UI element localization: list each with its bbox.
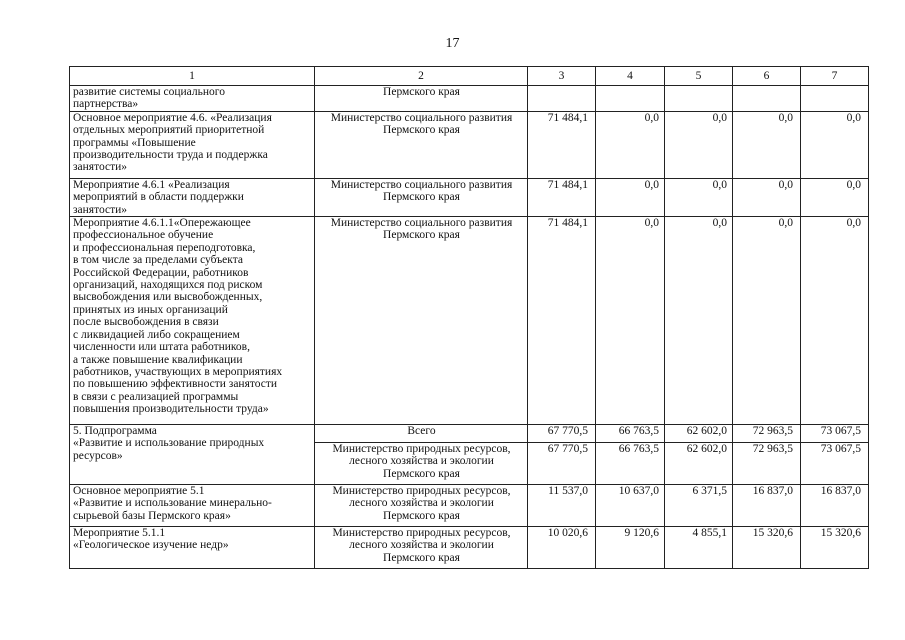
executor-cell bbox=[315, 485, 528, 527]
executor-line: Министерство социального развития bbox=[330, 217, 513, 230]
amount-cell-col7 bbox=[801, 86, 869, 112]
amount-cell-col3: 67 770,5 bbox=[528, 443, 596, 485]
activity-name-line: профессиональное обучение bbox=[73, 229, 214, 242]
amount-cell-col3: 67 770,5 bbox=[528, 425, 596, 443]
executor-line: Пермского края bbox=[383, 229, 460, 242]
executor-cell bbox=[315, 111, 528, 178]
amount-cell-col5: 0,0 bbox=[665, 217, 733, 425]
amount-cell-col3: 71 484,1 bbox=[528, 217, 596, 425]
table-row bbox=[70, 485, 869, 527]
header-cell: 4 bbox=[596, 67, 665, 86]
amount-cell-col4: 0,0 bbox=[596, 178, 665, 216]
page-number: 17 bbox=[445, 36, 460, 51]
activity-name-cell bbox=[70, 217, 315, 425]
executor-line: Пермского края bbox=[383, 124, 460, 137]
activity-name-line: Основное мероприятие 5.1 bbox=[73, 485, 205, 498]
executor-cell bbox=[315, 217, 528, 425]
header-cell: 6 bbox=[733, 67, 801, 86]
activity-name-line: Основное мероприятие 4.6. «Реализация bbox=[73, 111, 272, 124]
amount-cell-col7: 15 320,6 bbox=[801, 527, 869, 569]
activity-name-line: мероприятий в области поддержки bbox=[73, 191, 244, 204]
executor-cell bbox=[315, 527, 528, 569]
amount-cell-col7: 16 837,0 bbox=[801, 485, 869, 527]
activity-name-line: занятости» bbox=[73, 203, 128, 216]
executor-line: Пермского края bbox=[383, 191, 460, 204]
activity-name-line: в том числе за пределами субъекта bbox=[73, 254, 243, 267]
executor-line: Пермского края bbox=[383, 86, 460, 98]
activity-name-line: организаций, находящихся под риском bbox=[73, 279, 263, 292]
activity-name-line: развитие системы социального bbox=[73, 86, 225, 98]
amount-cell-col4 bbox=[596, 86, 665, 112]
amount-cell-col3: 71 484,1 bbox=[528, 178, 596, 216]
amount-cell-col5: 0,0 bbox=[665, 178, 733, 216]
amount-cell-col4: 66 763,5 bbox=[596, 443, 665, 485]
activity-name-cell bbox=[70, 111, 315, 178]
activity-name-line: «Развитие и использование минерально- bbox=[73, 497, 272, 510]
activity-name-line: и профессиональная переподготовка, bbox=[73, 241, 256, 254]
executor-cell bbox=[315, 86, 528, 112]
activity-name-line: в связи с реализацией программы bbox=[73, 390, 239, 403]
amount-cell-col4: 0,0 bbox=[596, 217, 665, 425]
amount-cell-col5: 62 602,0 bbox=[665, 425, 733, 443]
executor-line: Пермского края bbox=[383, 551, 460, 564]
activity-name-cell bbox=[70, 425, 315, 485]
amount-cell-col5: 6 371,5 bbox=[665, 485, 733, 527]
amount-cell-col4: 0,0 bbox=[596, 111, 665, 178]
amount-cell-col6: 0,0 bbox=[733, 111, 801, 178]
activity-name-cell bbox=[70, 86, 315, 112]
executor-cell bbox=[315, 178, 528, 216]
amount-cell-col6: 72 963,5 bbox=[733, 425, 801, 443]
activity-name-line: работников, участвующих в мероприятиях bbox=[73, 365, 283, 378]
activity-name-line: «Развитие и использование природных bbox=[73, 437, 265, 450]
amount-cell-col6: 15 320,6 bbox=[733, 527, 801, 569]
amount-cell-col7: 0,0 bbox=[801, 111, 869, 178]
table-row bbox=[70, 86, 869, 112]
header-cell: 5 bbox=[665, 67, 733, 86]
executor-line: Пермского края bbox=[383, 467, 460, 480]
activity-name-line: занятости» bbox=[73, 161, 128, 174]
table-row bbox=[70, 425, 869, 443]
activity-name-line: «Геологическое изучение недр» bbox=[73, 539, 229, 552]
amount-cell-col7: 0,0 bbox=[801, 217, 869, 425]
activity-name-line: повышения производительности труда» bbox=[73, 403, 269, 416]
activity-name-line: по повышению эффективности занятости bbox=[73, 378, 278, 391]
amount-cell-col7: 73 067,5 bbox=[801, 425, 869, 443]
activity-name-line: с ликвидацией либо сокращением bbox=[73, 328, 240, 341]
amount-cell-col7: 73 067,5 bbox=[801, 443, 869, 485]
table-row bbox=[70, 111, 869, 178]
amount-cell-col3 bbox=[528, 86, 596, 112]
activity-name-line: программы «Повышение bbox=[73, 136, 196, 149]
activity-name-line: отдельных мероприятий приоритетной bbox=[73, 124, 265, 137]
table-row bbox=[70, 217, 869, 425]
executor-line: лесного хозяйства и экологии bbox=[349, 539, 494, 552]
table-row bbox=[70, 527, 869, 569]
activity-name-line: производительности труда и поддержка bbox=[73, 149, 268, 162]
executor-line: лесного хозяйства и экологии bbox=[349, 455, 494, 468]
executor-line: Министерство природных ресурсов, bbox=[332, 443, 511, 456]
executor-line: лесного хозяйства и экологии bbox=[349, 497, 494, 510]
activity-name-line: численности или штата работников, bbox=[73, 341, 250, 354]
executor-line: Министерство природных ресурсов, bbox=[332, 527, 511, 540]
amount-cell-col4: 9 120,6 bbox=[596, 527, 665, 569]
amount-cell-col4: 10 637,0 bbox=[596, 485, 665, 527]
amount-cell-col7: 0,0 bbox=[801, 178, 869, 216]
amount-cell-col4: 66 763,5 bbox=[596, 425, 665, 443]
amount-cell-col3: 11 537,0 bbox=[528, 485, 596, 527]
activity-name-line: Мероприятие 5.1.1 bbox=[73, 527, 166, 540]
amount-cell-col6 bbox=[733, 86, 801, 112]
amount-cell-col6: 16 837,0 bbox=[733, 485, 801, 527]
amount-cell-col6: 0,0 bbox=[733, 178, 801, 216]
executor-cell bbox=[315, 425, 528, 443]
activity-name-line: высвобождения или высвобожденных, bbox=[73, 291, 263, 304]
executor-cell bbox=[315, 443, 528, 485]
executor-line: Всего bbox=[407, 425, 436, 438]
header-cell: 3 bbox=[528, 67, 596, 86]
table-row bbox=[70, 178, 869, 216]
activity-name-line: принятых из иных организаций bbox=[73, 303, 228, 316]
activity-name-cell bbox=[70, 485, 315, 527]
activity-name-line: Российской Федерации, работников bbox=[73, 266, 249, 279]
executor-line: Министерство социального развития bbox=[330, 178, 513, 191]
activity-name-line: Мероприятие 4.6.1 «Реализация bbox=[73, 178, 230, 191]
activity-name-cell bbox=[70, 527, 315, 569]
amount-cell-col5: 62 602,0 bbox=[665, 443, 733, 485]
executor-line: Пермского края bbox=[383, 509, 460, 522]
amount-cell-col3: 10 020,6 bbox=[528, 527, 596, 569]
activity-name-line: сырьевой базы Пермского края» bbox=[73, 509, 231, 522]
activity-name-cell bbox=[70, 178, 315, 216]
budget-table bbox=[69, 66, 869, 569]
activity-name-line: после высвобождения в связи bbox=[73, 316, 219, 329]
amount-cell-col3: 71 484,1 bbox=[528, 111, 596, 178]
activity-name-line: 5. Подпрограмма bbox=[73, 425, 157, 438]
executor-line: Министерство социального развития bbox=[330, 111, 513, 124]
header-cell: 7 bbox=[801, 67, 869, 86]
amount-cell-col5 bbox=[665, 86, 733, 112]
amount-cell-col5: 0,0 bbox=[665, 111, 733, 178]
activity-name-line: а также повышение квалификации bbox=[73, 353, 243, 366]
activity-name-line: Мероприятие 4.6.1.1«Опережающее bbox=[73, 217, 251, 230]
amount-cell-col5: 4 855,1 bbox=[665, 527, 733, 569]
header-cell: 2 bbox=[315, 67, 528, 86]
amount-cell-col6: 0,0 bbox=[733, 217, 801, 425]
executor-line: Министерство природных ресурсов, bbox=[332, 485, 511, 498]
table-header-row bbox=[70, 67, 869, 86]
header-cell: 1 bbox=[70, 67, 315, 86]
amount-cell-col6: 72 963,5 bbox=[733, 443, 801, 485]
activity-name-line: ресурсов» bbox=[73, 449, 123, 462]
activity-name-line: партнерства» bbox=[73, 98, 139, 111]
